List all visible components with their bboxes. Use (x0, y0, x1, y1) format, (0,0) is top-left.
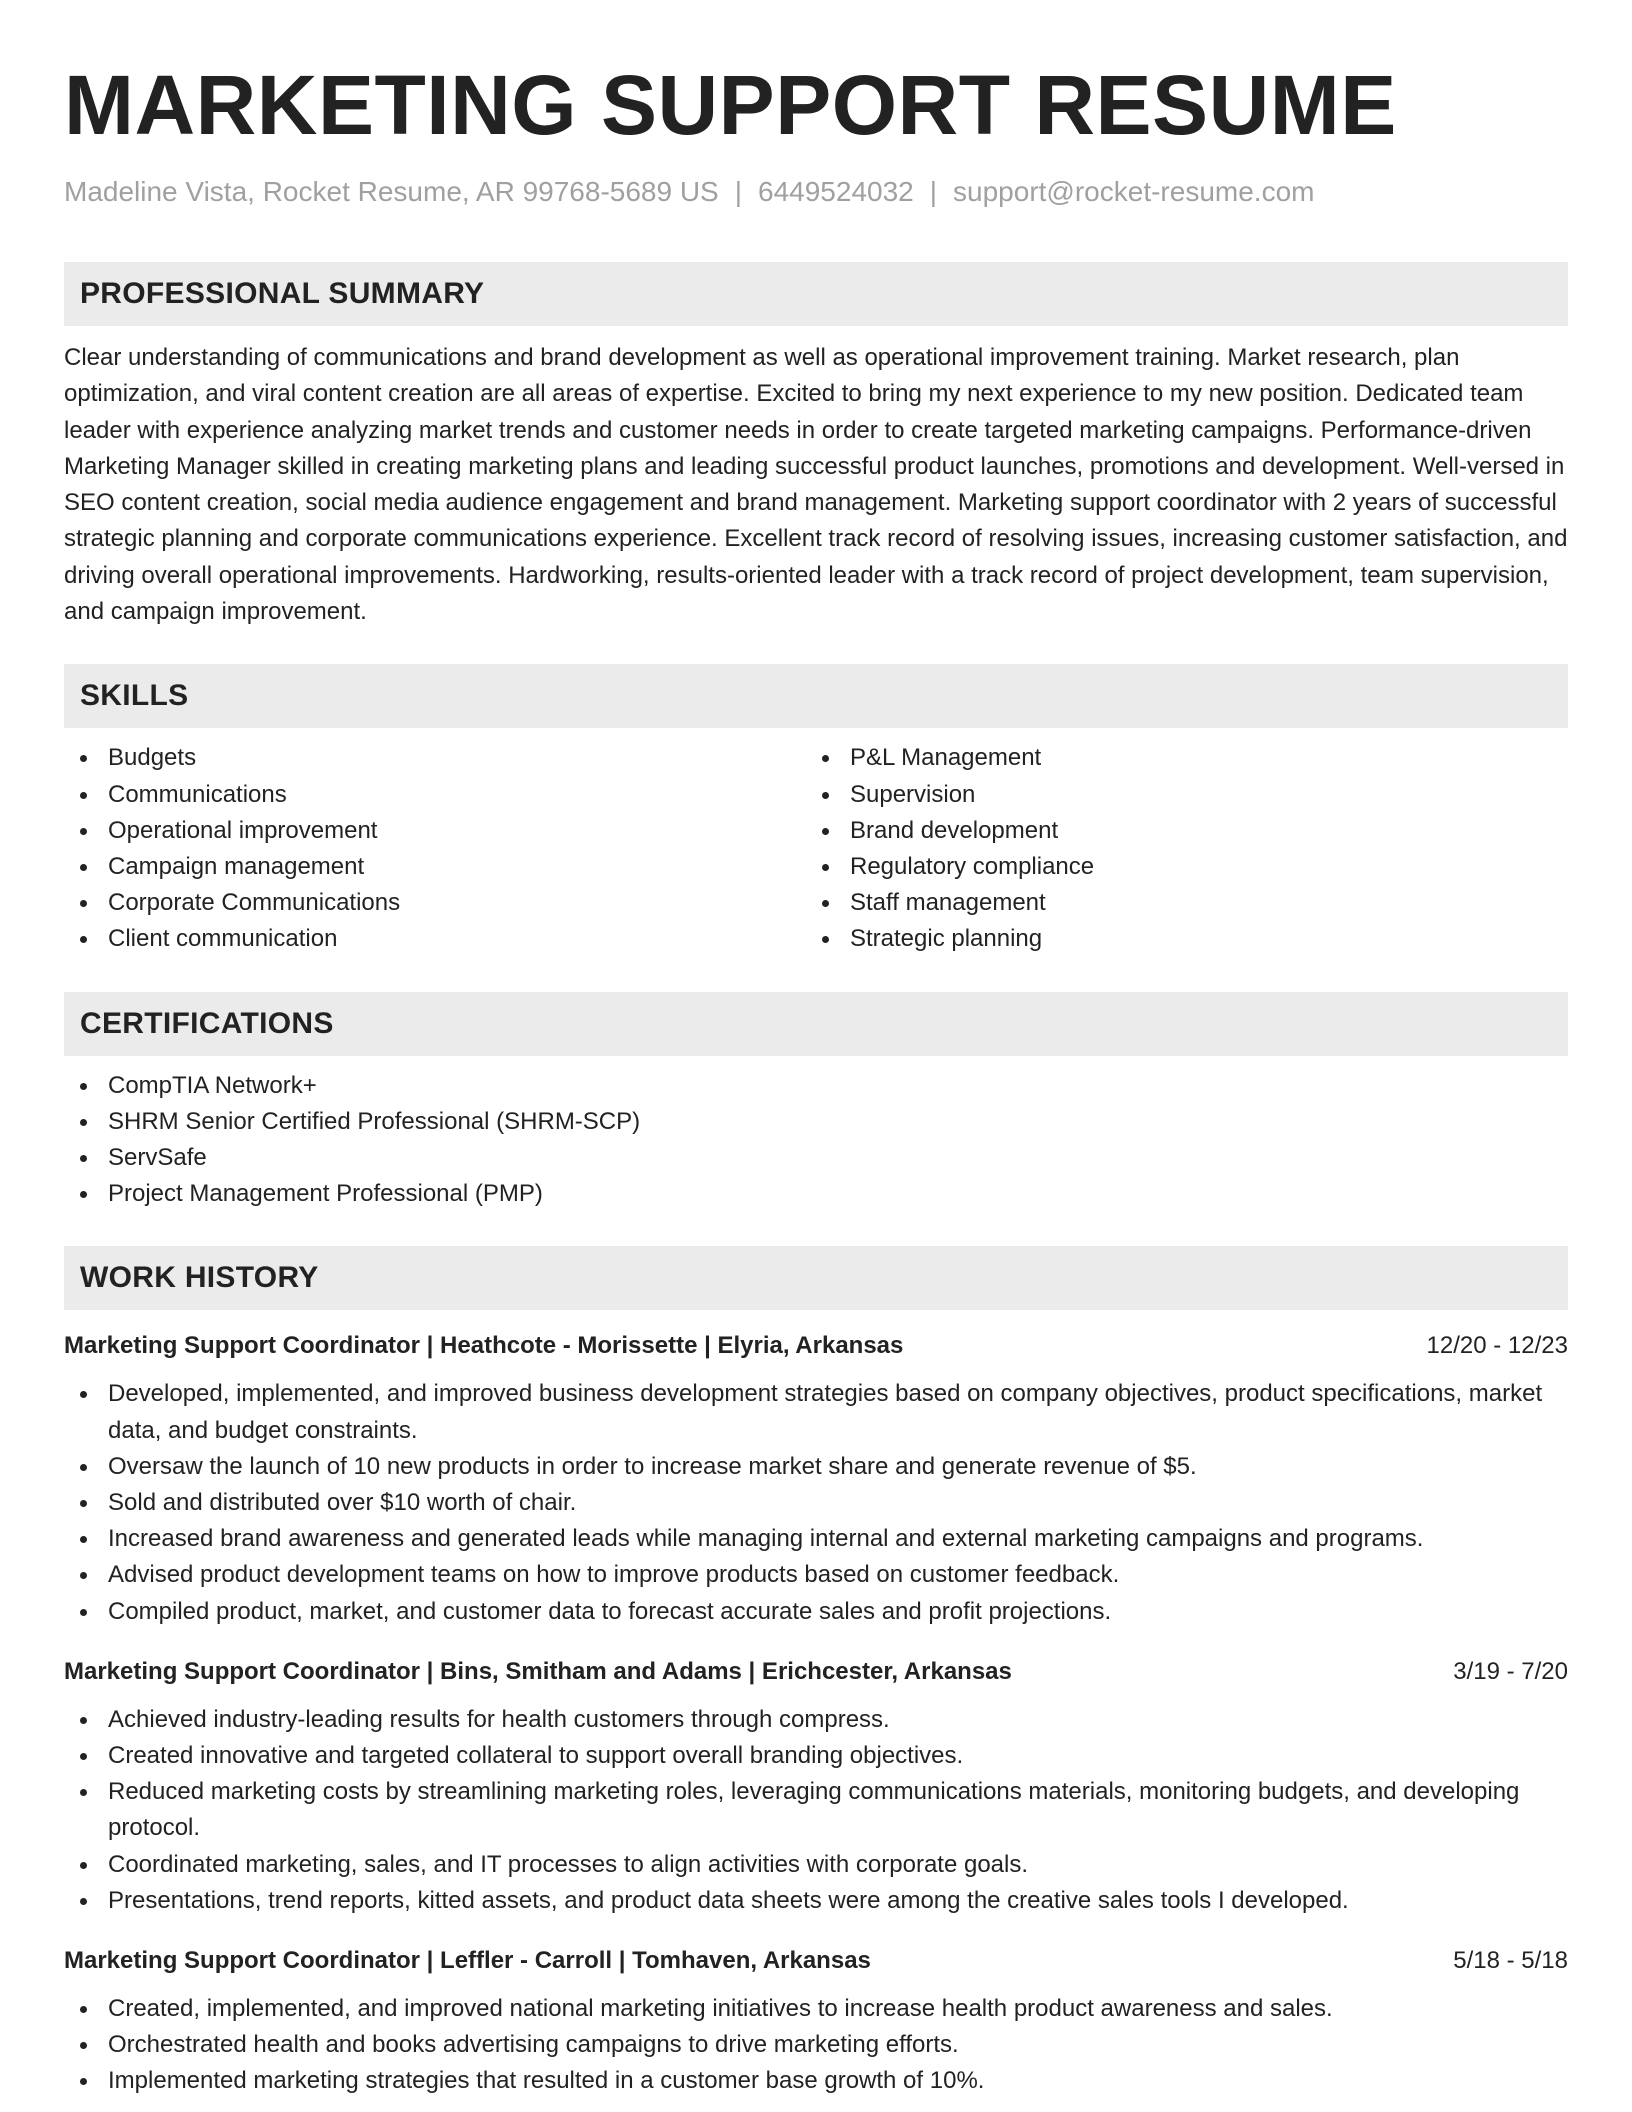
job-bullet: Sold and distributed over $10 worth of chair. (64, 1485, 1568, 1521)
job-bullet: Increased brand awareness and generated leads while managing internal and external marketing campaigns and programs. (64, 1521, 1568, 1557)
summary-text: Clear understanding of communications and brand development as well as operational improvement training. Market research, plan optimization, and viral content creation are all areas of expertise. Excited to bring my next experience to my new position. Dedicated team leader with experience analyzing market trends and customer needs in order to create targeted marketing campaigns. Performance-driven Marketing Manager skilled in creating marketing plans and leading successful product launches, promotions and development. Well-versed in SEO content creation, social media audience engagement and brand management. Marketing support coordinator with 2 years of successful strategic planning and corporate communications experience. Excellent track record of resolving issues, increasing customer satisfaction, and driving overall operational improvements. Hardworking, results-oriented leader with a track record of project development, team supervision, and campaign improvement. (64, 344, 1568, 626)
skill-item: Supervision (806, 777, 1548, 813)
job-bullet-list (64, 1991, 1568, 2100)
certification-item: ServSafe (64, 1140, 1568, 1176)
skill-item: Brand development (806, 813, 1548, 849)
job-bullet: Developed, implemented, and improved business development strategies based on company objectives, product specifications, market data, and budget constraints. (64, 1376, 1568, 1448)
job-dates: 12/20 - 12/23 (1426, 1332, 1568, 1360)
job-bullet: Reduced marketing costs by streamlining marketing roles, leveraging communications materials, monitoring budgets, and developing protocol. (64, 1774, 1568, 1846)
job-entry (64, 1943, 1568, 2100)
job-header (64, 1943, 1568, 1979)
skills-column-left (64, 740, 806, 957)
certification-item: SHRM Senior Certified Professional (SHRM-SCP) (64, 1104, 1568, 1140)
job-bullet: Achieved industry-leading results for health customers through compress. (64, 1702, 1568, 1738)
job-title: Marketing Support Coordinator | Leffler - Carroll | Tomhaven, Arkansas (64, 1947, 871, 1975)
contact-line (64, 174, 1568, 210)
summary-section-header (64, 262, 1568, 326)
skills-list-left (64, 740, 806, 957)
job-header (64, 1654, 1568, 1690)
job-bullet: Implemented marketing strategies that resulted in a customer base growth of 10%. (64, 2063, 1568, 2099)
certifications-heading: CERTIFICATIONS (80, 1006, 334, 1040)
contact-phone: 6449524032 (758, 176, 914, 207)
skill-item: Campaign management (64, 849, 806, 885)
skill-item: Regulatory compliance (806, 849, 1548, 885)
skill-item: Strategic planning (806, 921, 1548, 957)
job-title: Marketing Support Coordinator | Bins, Smitham and Adams | Erichcester, Arkansas (64, 1657, 1012, 1685)
job-bullet: Compiled product, market, and customer data to forecast accurate sales and profit projections. (64, 1594, 1568, 1630)
skills-section-header (64, 664, 1568, 728)
skill-item: Staff management (806, 885, 1548, 921)
skill-item: Operational improvement (64, 813, 806, 849)
job-bullet: Oversaw the launch of 10 new products in order to increase market share and generate revenue of $5. (64, 1449, 1568, 1485)
job-bullet: Orchestrated health and books advertising campaigns to drive marketing efforts. (64, 2027, 1568, 2063)
job-entry (64, 1654, 1568, 1919)
skill-item: Client communication (64, 921, 806, 957)
job-header (64, 1328, 1568, 1364)
contact-separator: | (734, 176, 743, 207)
work-history-heading: WORK HISTORY (80, 1261, 319, 1295)
job-bullet: Created innovative and targeted collateral to support overall branding objectives. (64, 1738, 1568, 1774)
skill-item: Communications (64, 777, 806, 813)
job-bullet-list (64, 1376, 1568, 1629)
resume-title: MARKETING SUPPORT RESUME (64, 58, 1397, 152)
job-bullet: Created, implemented, and improved national marketing initiatives to increase health product awareness and sales. (64, 1991, 1568, 2027)
skill-item: P&L Management (806, 740, 1548, 776)
job-bullet: Advised product development teams on how to improve products based on customer feedback. (64, 1557, 1568, 1593)
job-bullet: Presentations, trend reports, kitted assets, and product data sheets were among the creative sales tools I developed. (64, 1883, 1568, 1919)
skills-heading: SKILLS (80, 679, 189, 713)
job-entry (64, 1328, 1568, 1629)
contact-separator: | (929, 176, 938, 207)
job-dates: 5/18 - 5/18 (1453, 1947, 1568, 1975)
work-history-section-header (64, 1246, 1568, 1310)
job-bullet: Coordinated marketing, sales, and IT processes to align activities with corporate goals. (64, 1847, 1568, 1883)
certification-item: CompTIA Network+ (64, 1068, 1568, 1104)
job-title: Marketing Support Coordinator | Heathcote - Morissette | Elyria, Arkansas (64, 1332, 904, 1360)
skill-item: Corporate Communications (64, 885, 806, 921)
skill-item: Budgets (64, 740, 806, 776)
skills-grid (64, 740, 1568, 957)
job-dates: 3/19 - 7/20 (1453, 1657, 1568, 1685)
contact-address: Madeline Vista, Rocket Resume, AR 99768-5689 US (64, 176, 719, 207)
job-bullet-list (64, 1702, 1568, 1919)
skills-column-right (806, 740, 1548, 957)
certification-item: Project Management Professional (PMP) (64, 1176, 1568, 1212)
certifications-list (64, 1068, 1568, 1213)
resume-page (64, 50, 1568, 2100)
contact-email: support@rocket-resume.com (953, 176, 1315, 207)
summary-heading: PROFESSIONAL SUMMARY (80, 277, 485, 310)
certifications-section-header (64, 992, 1568, 1056)
skills-list-right (806, 740, 1548, 957)
